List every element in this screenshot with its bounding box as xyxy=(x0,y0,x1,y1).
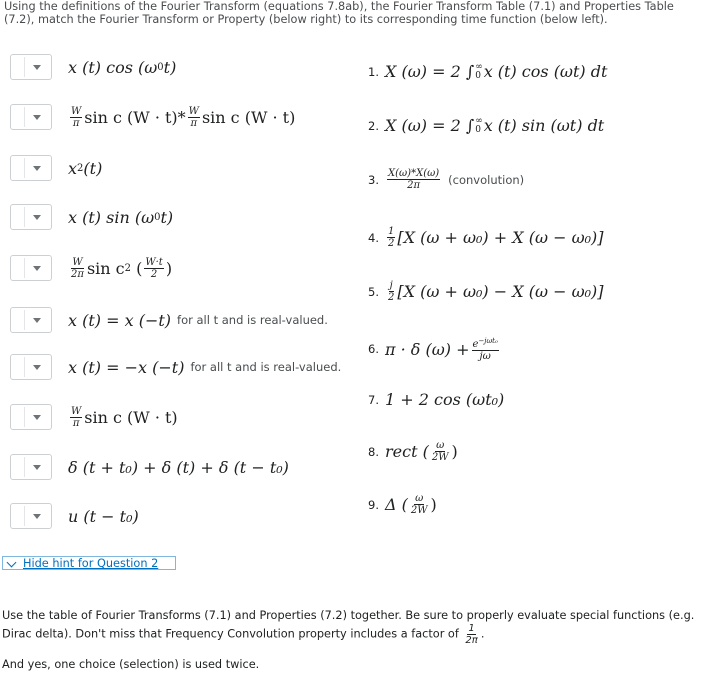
chevron-down-icon xyxy=(33,514,41,519)
answer-dropdown-4[interactable] xyxy=(10,204,52,230)
hint-note: And yes, one choice (selection) is used twice. xyxy=(2,658,260,671)
match-row-8 xyxy=(10,404,178,430)
time-function-8: $\frac{W}{\pi}$ sin c (W · t) xyxy=(71,405,178,429)
time-function-7: x (t) = −x (−t) for all t and is real-valued. xyxy=(68,357,342,377)
answer-dropdown-5[interactable] xyxy=(10,255,52,281)
question-instructions: Using the definitions of the Fourier Transform (equations 7.8ab), the Fourier Transform Table (7.1) and Properties Table (7.2), match the Fourier Transform or Property (below right) to its corresponding time function (below left). xyxy=(4,0,674,26)
transform-option-3: 3. $\frac{X(\omega)*X(\omega)}{2\pi}$ (convolution) xyxy=(368,168,525,191)
answer-dropdown-7[interactable] xyxy=(10,354,52,380)
time-function-4: x (t) sin (ω 0 t) xyxy=(68,207,174,227)
answer-dropdown-6[interactable] xyxy=(10,307,52,333)
chevron-down-icon xyxy=(33,465,41,470)
answer-dropdown-10[interactable] xyxy=(10,503,52,529)
answer-dropdown-3[interactable] xyxy=(10,155,52,181)
time-function-10: u (t − t₀) xyxy=(68,506,139,526)
hint-text: Use the table of Fourier Transforms (7.1) and Properties (7.2) together. Be sure to properly evaluate special functions (e.g. Dirac delta). Don't miss that Frequency Convolution property includes a factor of $\frac{1}{2\pi}$ . xyxy=(2,609,695,646)
transform-option-5: 5. $\frac{j}{2}$ [X (ω + ω₀) − X (ω − ω₀)] xyxy=(368,280,604,303)
match-row-1 xyxy=(10,54,176,80)
time-function-5: $\frac{W}{2\pi}$ sin c 2 ( $\frac{W\cdot t}{2}$ ) xyxy=(71,256,173,280)
match-row-7 xyxy=(10,354,341,380)
match-row-9 xyxy=(10,454,289,480)
transform-option-1: 1. X (ω) = 2 ∫ ∞ 0 x (t) cos (ωt) dt xyxy=(368,61,608,81)
time-function-3: x 2 (t) xyxy=(68,158,103,178)
transform-option-4: 4. $\frac{1}{2}$ [X (ω + ω₀) + X (ω − ω₀)] xyxy=(368,226,604,249)
match-row-6 xyxy=(10,307,328,333)
chevron-down-icon xyxy=(33,215,41,220)
chevron-down-icon xyxy=(33,65,41,70)
chevron-down-icon xyxy=(33,266,41,271)
transform-option-2: 2. X (ω) = 2 ∫ ∞ 0 x (t) sin (ωt) dt xyxy=(368,115,605,135)
hide-hint-link[interactable]: Hide hint for Question 2 xyxy=(2,556,176,570)
transform-option-7: 7. 1 + 2 cos (ωt₀) xyxy=(368,390,505,409)
time-function-1: x (t) cos (ω 0 t) xyxy=(68,57,177,77)
answer-dropdown-1[interactable] xyxy=(10,54,52,80)
time-function-6: x (t) = x (−t) for all t and is real-valued. xyxy=(68,310,328,330)
match-row-5 xyxy=(10,255,172,281)
chevron-down-icon xyxy=(33,115,41,120)
chevron-down-icon xyxy=(7,558,17,568)
time-function-9: δ (t + t₀) + δ (t) + δ (t − t₀) xyxy=(68,457,289,477)
match-row-3 xyxy=(10,155,102,181)
chevron-down-icon xyxy=(33,166,41,171)
answer-dropdown-8[interactable] xyxy=(10,404,52,430)
time-function-2: $\frac{W}{\pi}$ sin c (W · t) * $\frac{W}{\pi}$ sin c (W · t) xyxy=(71,105,296,129)
chevron-down-icon xyxy=(33,318,41,323)
chevron-down-icon xyxy=(33,365,41,370)
transform-option-9: 9. Δ ( $\frac{\omega}{2W}$ ) xyxy=(368,493,437,516)
answer-dropdown-9[interactable] xyxy=(10,454,52,480)
transform-option-8: 8. rect ( $\frac{\omega}{2W}$ ) xyxy=(368,440,458,463)
match-row-2 xyxy=(10,104,295,130)
chevron-down-icon xyxy=(33,415,41,420)
match-row-4 xyxy=(10,204,173,230)
transform-option-6: 6. π · δ (ω) + $\frac{e^{-j\omega t_0}}{j\omega}$ xyxy=(368,337,498,362)
match-row-10 xyxy=(10,503,139,529)
answer-dropdown-2[interactable] xyxy=(10,104,52,130)
